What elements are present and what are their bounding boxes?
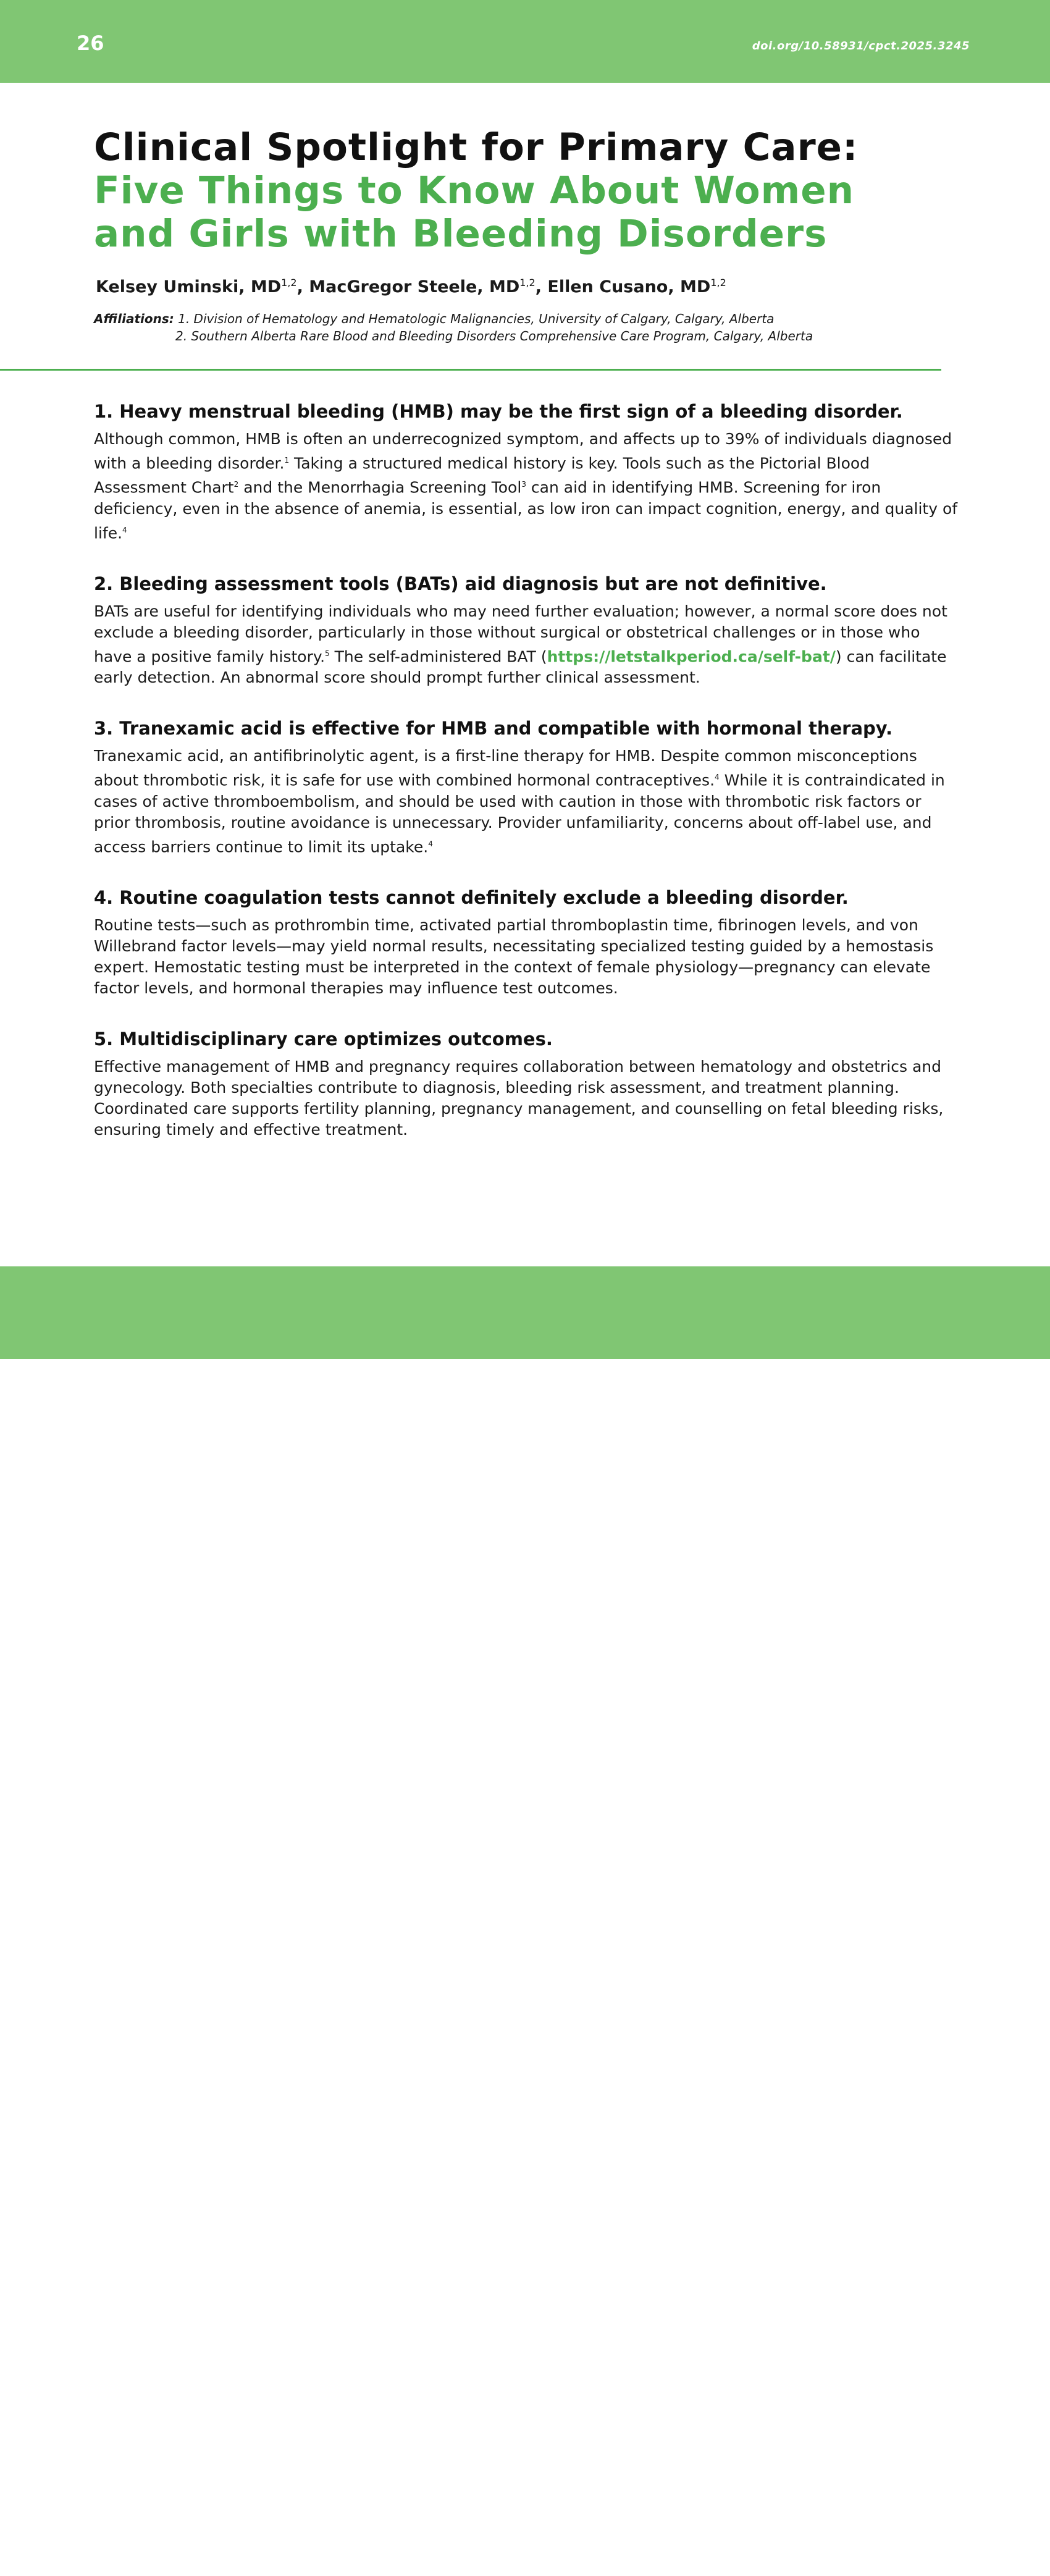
reference-sup: 2 <box>233 480 239 489</box>
section-1 <box>94 400 959 544</box>
section-paragraph <box>94 429 959 544</box>
author-name: Kelsey Uminski, MD <box>96 277 282 297</box>
section-heading: 1. Heavy menstrual bleeding (HMB) may be the first sign of a bleeding disorder. <box>94 401 903 422</box>
journal-citation: Canadian Primary Care Today | Vol. 3, Issue 2, Summer 2025 <box>521 2561 941 2576</box>
author-separator: , <box>535 277 548 297</box>
section-heading: 2. Bleeding assessment tools (BATs) aid diagnosis but are not definitive. <box>94 573 827 594</box>
section-heading: 4. Routine coagulation tests cannot definitely exclude a bleeding disorder. <box>94 886 849 908</box>
author-list <box>96 277 726 297</box>
title-line-3: and Girls with Bleeding Disorders <box>94 212 828 256</box>
affiliation-1: 1. Division of Hematology and Hematologic Malignancies, University of Calgary, Calgary, Alberta <box>178 311 775 326</box>
text-run: The self-administered BAT ( <box>329 647 547 666</box>
author-name: MacGregor Steele, MD <box>309 277 520 297</box>
reference-sup: 1 <box>284 456 290 465</box>
affiliation-2: 2. Southern Alberta Rare Blood and Bleeding Disorders Comprehensive Care Program, Calgary, Alberta <box>175 329 813 343</box>
self-bat-link[interactable]: https://letstalkperiod.ca/self-bat/ <box>547 647 836 666</box>
section-paragraph <box>94 601 959 688</box>
text-run: and the Menorrhagia Screening Tool <box>238 478 522 497</box>
section-paragraph <box>94 746 959 857</box>
reference-sup: 4 <box>428 839 433 848</box>
author-affiliation-sup: 1,2 <box>281 277 297 288</box>
text-run: Tranexamic acid, an antifibrinolytic agent, is a first-line therapy for HMB. Despite common misconceptions about thrombotic risk, it is safe for use with combined hormonal contraceptives. <box>94 747 917 789</box>
article-body <box>94 400 959 1169</box>
doi-link[interactable]: doi.org/10.58931/cpct.2025.3245 <box>752 40 970 53</box>
reference-sup: 5 <box>325 649 330 658</box>
section-2 <box>94 573 959 688</box>
title-line-1: Clinical Spotlight for Primary Care: <box>94 125 859 169</box>
header-band <box>0 0 1050 83</box>
author-affiliation-sup: 1,2 <box>710 277 726 288</box>
text-run: ) can facilitate early detection. An abnormal score should prompt further clinical assessment. <box>94 647 947 687</box>
text-run: While it is contraindicated in cases of active thromboembolism, and should be used with caution in those with thrombotic risk factors or prior thrombosis, routine avoidance is unnecessary. Provider unfamiliarity, concerns about off-label use, and access barriers continue to limit its uptake. <box>94 771 945 856</box>
text-run: Taking a structured medical history is key. Tools such as the Pictorial Blood Assessment Chart <box>94 454 870 497</box>
section-paragraph: Effective management of HMB and pregnancy requires collaboration between hematology and obstetrics and gynecology. Both specialties contribute to diagnosis, bleeding risk assessment, and treatment planning. Coordinated care supports fertility planning, pregnancy management, and counselling on fetal bleeding risks, ensuring timely and effective treatment. <box>94 1057 944 1139</box>
section-5 <box>94 1028 959 1140</box>
section-paragraph: Routine tests—such as prothrombin time, activated partial thromboplastin time, fibrinogen levels, and von Willebrand factor levels—may yield normal results, necessitating specialized testing guided by a hemostasis expert. Hemostatic testing must be interpreted in the context of female physiology—pregnancy can elevate factor levels, and hormonal therapies may influence test outcomes. <box>94 915 934 997</box>
divider-line <box>0 369 941 371</box>
affiliations-label: Affiliations: <box>94 311 174 326</box>
text-run: can aid in identifying HMB. Screening for iron deficiency, even in the absence of anemia, is essential, as low iron can impact cognition, energy, and quality of life. <box>94 478 958 542</box>
affiliations <box>94 310 813 345</box>
section-heading: 3. Tranexamic acid is effective for HMB and compatible with hormonal therapy. <box>94 718 893 739</box>
section-heading: 5. Multidisciplinary care optimizes outcomes. <box>94 1028 553 1050</box>
author-name: Ellen Cusano, MD <box>547 277 711 297</box>
reference-sup: 3 <box>521 480 526 489</box>
article-title <box>94 126 959 256</box>
section-3 <box>94 717 959 857</box>
text-run: BATs are useful for identifying individuals who may need further evaluation; however, a normal score does not exclude a bleeding disorder, particularly in those without surgical or obstetrical challenges or in those who have a positive family history. <box>94 602 947 666</box>
author-affiliation-sup: 1,2 <box>519 277 536 288</box>
title-line-2: Five Things to Know About Women <box>94 169 855 213</box>
text-run: Although common, HMB is often an underrecognized symptom, and affects up to 39% of individuals diagnosed with a bleeding disorder. <box>94 430 952 473</box>
reference-sup: 4 <box>715 773 720 782</box>
section-4 <box>94 886 959 999</box>
footer-band <box>0 1266 1050 2576</box>
reference-sup: 4 <box>122 525 127 534</box>
author-separator: , <box>296 277 309 297</box>
page-number: 26 <box>77 32 104 55</box>
